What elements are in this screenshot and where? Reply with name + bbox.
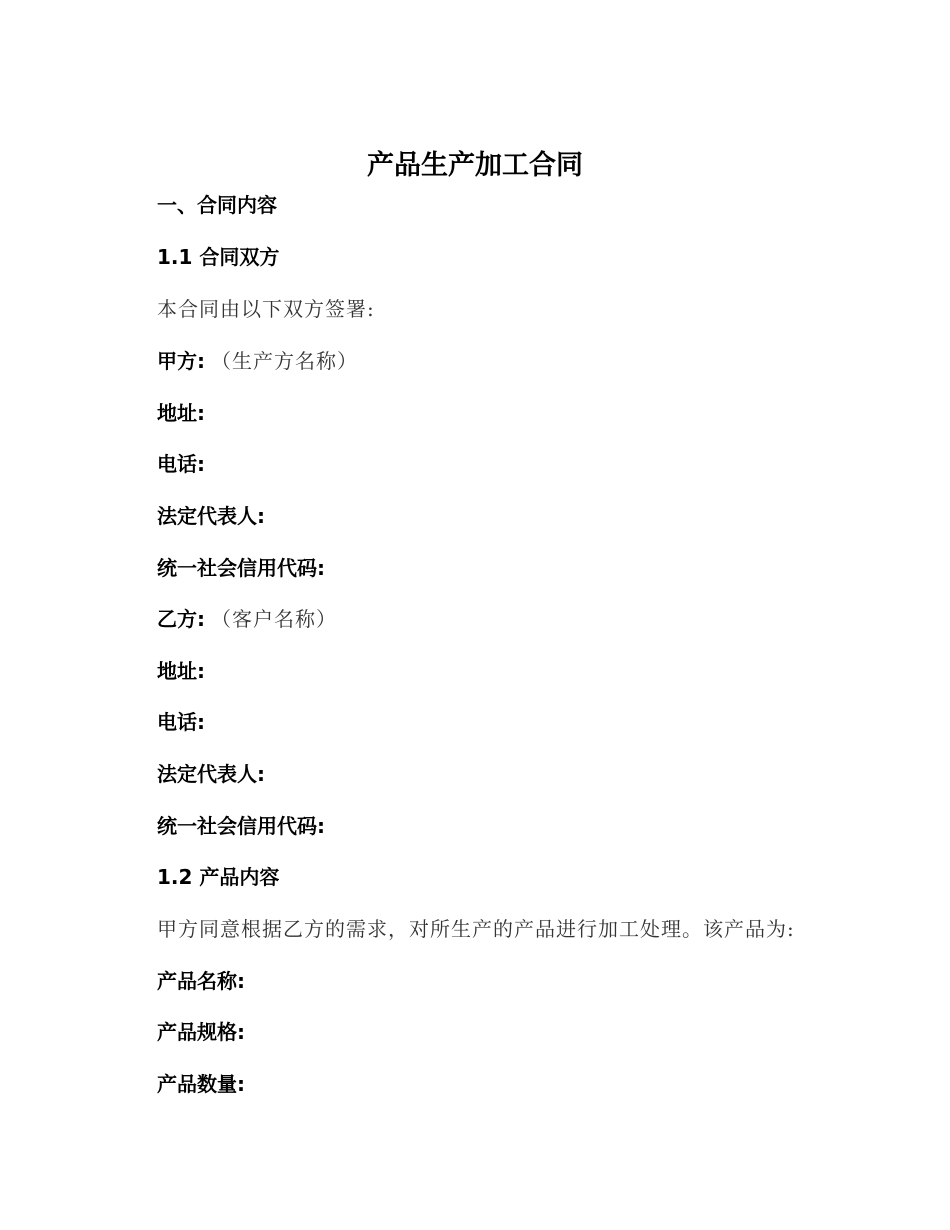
party-b-name-placeholder: （客户名称） [211,607,337,631]
party-a-name-placeholder: （生产方名称） [211,349,358,373]
product-quantity-label: 产品数量: [157,1072,245,1096]
product-spec-label: 产品规格: [157,1020,245,1044]
party-a-legal-rep-label: 法定代表人: [157,504,265,528]
party-b-label: 乙方: [157,607,205,631]
product-intro-text: 甲方同意根据乙方的需求，对所生产的产品进行加工处理。该产品为: [157,917,795,941]
party-b-address-label: 地址: [157,659,205,683]
party-a-line [157,347,358,376]
party-b-credit-code-label: 统一社会信用代码: [157,814,325,838]
product-name-label: 产品名称: [157,969,245,993]
section-heading-contract-content: 一、合同内容 [157,193,277,217]
subsection-heading-product: 1.2 产品内容 [157,865,280,889]
party-a-label: 甲方: [157,349,205,373]
party-b-line [157,605,337,634]
party-b-legal-rep-label: 法定代表人: [157,762,265,786]
party-a-credit-code-label: 统一社会信用代码: [157,556,325,580]
party-b-phone-label: 电话: [157,710,205,734]
document-title: 产品生产加工合同 [367,150,583,181]
party-a-address-label: 地址: [157,401,205,425]
subsection-heading-parties: 1.1 合同双方 [157,245,280,269]
party-a-phone-label: 电话: [157,452,205,476]
parties-intro-text: 本合同由以下双方签署: [157,297,375,321]
